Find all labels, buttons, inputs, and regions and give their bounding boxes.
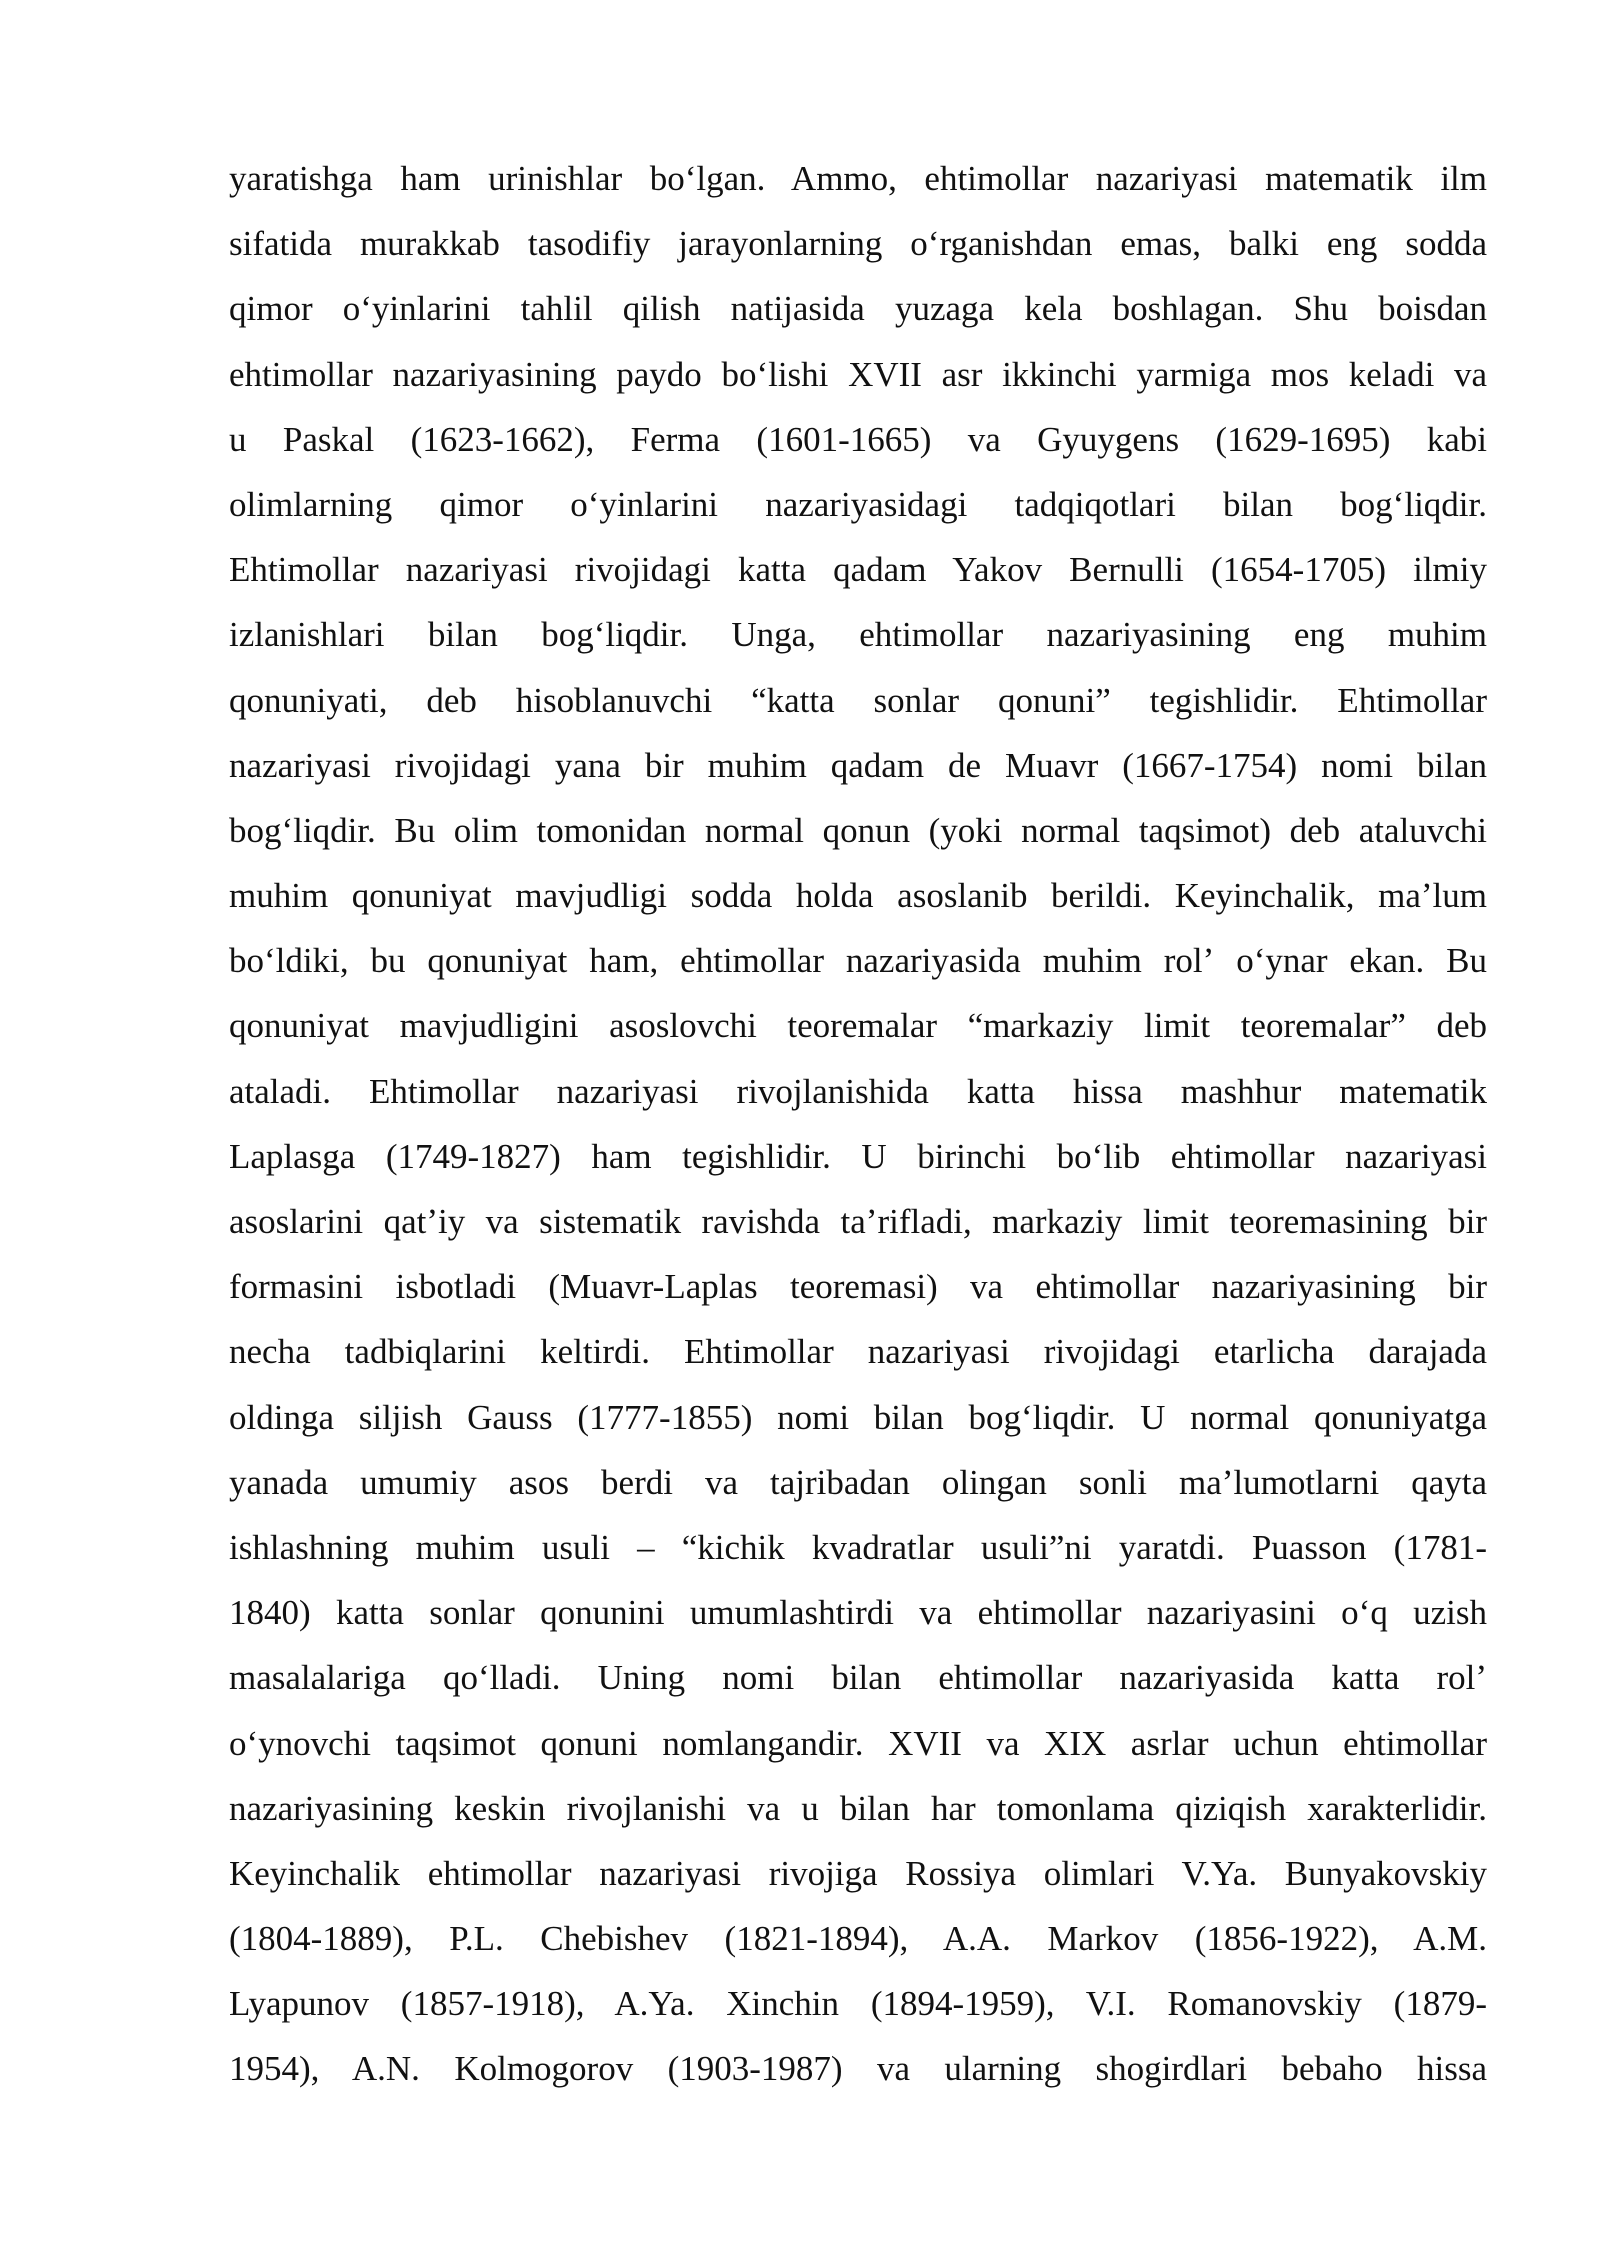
text-line: Laplasga (1749-1827) ham tegishlidir. U birinchi boʻlib ehtimollar nazariyasi xyxy=(229,1136,1487,1176)
text-line: qonuniyat mavjudligini asoslovchi teoremalar “markaziy limit teoremalar” deb xyxy=(229,1006,1487,1046)
text-line: Lyapunov (1857-1918), A.Ya. Xinchin (1894-1959), V.I. Romanovskiy (1879- xyxy=(229,1984,1487,2024)
text-line: bogʻliqdir. Bu olim tomonidan normal qonun (yoki normal taqsimot) deb ataluvchi xyxy=(229,810,1487,850)
text-line: masalalariga qoʻlladi. Uning nomi bilan ehtimollar nazariyasida katta rolʼ xyxy=(229,1658,1487,1698)
text-line: izlanishlari bilan bogʻliqdir. Unga, ehtimollar nazariyasining eng muhim xyxy=(229,615,1487,655)
text-line: yanada umumiy asos berdi va tajribadan olingan sonli maʼlumotlarni qayta xyxy=(229,1462,1487,1502)
text-line: 1840) katta sonlar qonunini umumlashtirdi va ehtimollar nazariyasini oʻq uzish xyxy=(229,1593,1487,1633)
text-line: olimlarning qimor oʻyinlarini nazariyasidagi tadqiqotlari bilan bogʻliqdir. xyxy=(229,484,1487,524)
text-line: boʻldiki, bu qonuniyat ham, ehtimollar nazariyasida muhim rolʼ oʻynar ekan. Bu xyxy=(229,941,1487,981)
text-line: ehtimollar nazariyasining paydo boʻlishi XVII asr ikkinchi yarmiga mos keladi va xyxy=(229,354,1487,394)
text-line: oʻynovchi taqsimot qonuni nomlangandir. XVII va XIX asrlar uchun ehtimollar xyxy=(229,1723,1487,1763)
text-line: nazariyasi rivojidagi yana bir muhim qadam de Muavr (1667-1754) nomi bilan xyxy=(229,745,1487,785)
text-line: oldinga siljish Gauss (1777-1855) nomi bilan bogʻliqdir. U normal qonuniyatga xyxy=(229,1397,1487,1437)
text-line: muhim qonuniyat mavjudligi sodda holda asoslanib berildi. Keyinchalik, maʼlum xyxy=(229,876,1487,916)
text-line: formasini isbotladi (Muavr-Laplas teoremasi) va ehtimollar nazariyasining bir xyxy=(229,1267,1487,1307)
text-line: nazariyasining keskin rivojlanishi va u bilan har tomonlama qiziqish xarakterlidir. xyxy=(229,1788,1487,1828)
text-line: (1804-1889), P.L. Chebishev (1821-1894), A.A. Markov (1856-1922), A.M. xyxy=(229,1919,1487,1959)
text-line: u Paskal (1623-1662), Ferma (1601-1665) va Gyuygens (1629-1695) kabi xyxy=(229,419,1487,459)
text-line: necha tadbiqlarini keltirdi. Ehtimollar nazariyasi rivojidagi etarlicha darajada xyxy=(229,1332,1487,1372)
text-line: qimor oʻyinlarini tahlil qilish natijasida yuzaga kela boshlagan. Shu boisdan xyxy=(229,289,1487,329)
text-line: ishlashning muhim usuli – “kichik kvadratlar usuli”ni yaratdi. Puasson (1781- xyxy=(229,1527,1487,1567)
text-line: ataladi. Ehtimollar nazariyasi rivojlanishida katta hissa mashhur matematik xyxy=(229,1071,1487,1111)
text-line: 1954), A.N. Kolmogorov (1903-1987) va ularning shogirdlari bebaho hissa xyxy=(229,2049,1487,2089)
text-line: Ehtimollar nazariyasi rivojidagi katta qadam Yakov Bernulli (1654-1705) ilmiy xyxy=(229,550,1487,590)
body-text xyxy=(229,146,1487,2102)
text-line: sifatida murakkab tasodifiy jarayonlarning oʻrganishdan emas, balki eng sodda xyxy=(229,224,1487,264)
text-line: asoslarini qatʼiy va sistematik ravishda taʼrifladi, markaziy limit teoremasining bir xyxy=(229,1202,1487,1241)
text-line: yaratishga ham urinishlar boʻlgan. Ammo, ehtimollar nazariyasi matematik ilm xyxy=(229,159,1487,198)
text-line: qonuniyati, deb hisoblanuvchi “katta sonlar qonuni” tegishlidir. Ehtimollar xyxy=(229,680,1487,720)
text-line: Keyinchalik ehtimollar nazariyasi rivojiga Rossiya olimlari V.Ya. Bunyakovskiy xyxy=(229,1853,1487,1893)
